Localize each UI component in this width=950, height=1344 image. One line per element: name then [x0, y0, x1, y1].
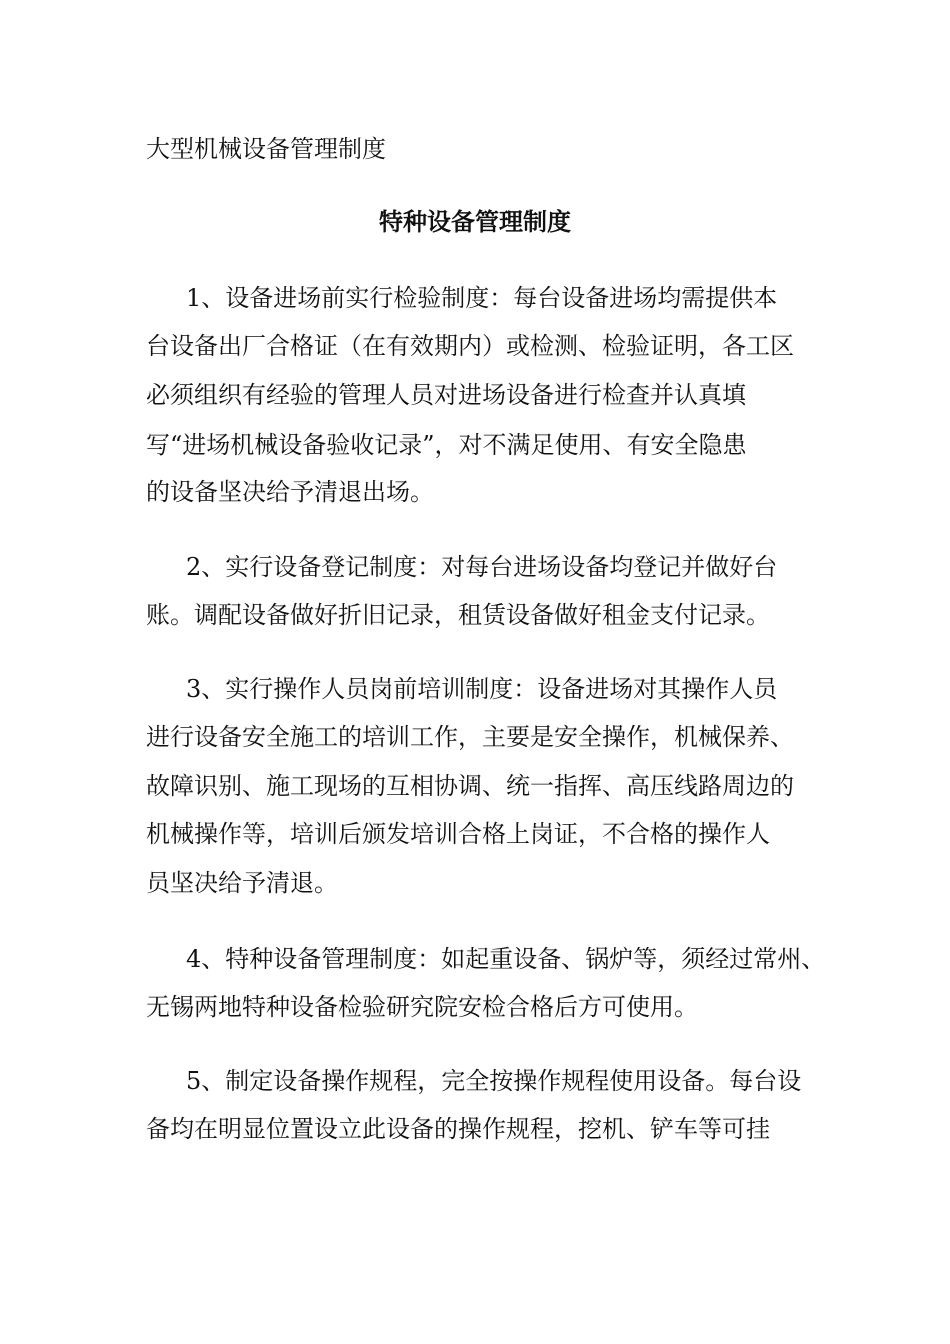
paragraph-3-line-3: 故障识别、施工现场的互相协调、统一指挥、高压线路周边的: [146, 772, 794, 800]
paragraph-1-line-5: 的设备坚决给予清退出场。: [146, 478, 434, 506]
paragraph-3-line-5: 员坚决给予清退。: [146, 869, 338, 897]
paragraph-3-line-2: 进行设备安全施工的培训工作，主要是安全操作，机械保养、: [146, 723, 794, 751]
paragraph-5-line-2: 备均在明显位置设立此设备的操作规程，挖机、铲车等可挂: [146, 1115, 770, 1143]
paragraph-3-line-4: 机械操作等，培训后颁发培训合格上岗证，不合格的操作人: [146, 820, 770, 848]
document-title: 大型机械设备管理制度: [146, 135, 386, 163]
paragraph-2-line-2: 账。调配设备做好折旧记录，租赁设备做好租金支付记录。: [146, 601, 770, 629]
paragraph-4-line-2: 无锡两地特种设备检验研究院安检合格后方可使用。: [146, 993, 698, 1021]
paragraph-4-line-1: 4、特种设备管理制度：如起重设备、锅炉等，须经过常州、: [186, 945, 826, 973]
paragraph-1-line-2: 台设备出厂合格证（在有效期内）或检测、检验证明，各工区: [146, 332, 794, 360]
paragraph-5-line-1: 5、制定设备操作规程，完全按操作规程使用设备。每台设: [186, 1067, 802, 1095]
paragraph-2-line-1: 2、实行设备登记制度：对每台进场设备均登记并做好台: [186, 553, 778, 581]
section-heading: 特种设备管理制度: [379, 207, 571, 236]
paragraph-1-line-1: 1、设备进场前实行检验制度：每台设备进场均需提供本: [186, 284, 778, 312]
paragraph-1-line-3: 必须组织有经验的管理人员对进场设备进行检查并认真填: [146, 381, 746, 409]
paragraph-1-line-4: 写“进场机械设备验收记录”，对不满足使用、有安全隐患: [146, 431, 747, 459]
paragraph-3-line-1: 3、实行操作人员岗前培训制度：设备进场对其操作人员: [186, 675, 778, 703]
